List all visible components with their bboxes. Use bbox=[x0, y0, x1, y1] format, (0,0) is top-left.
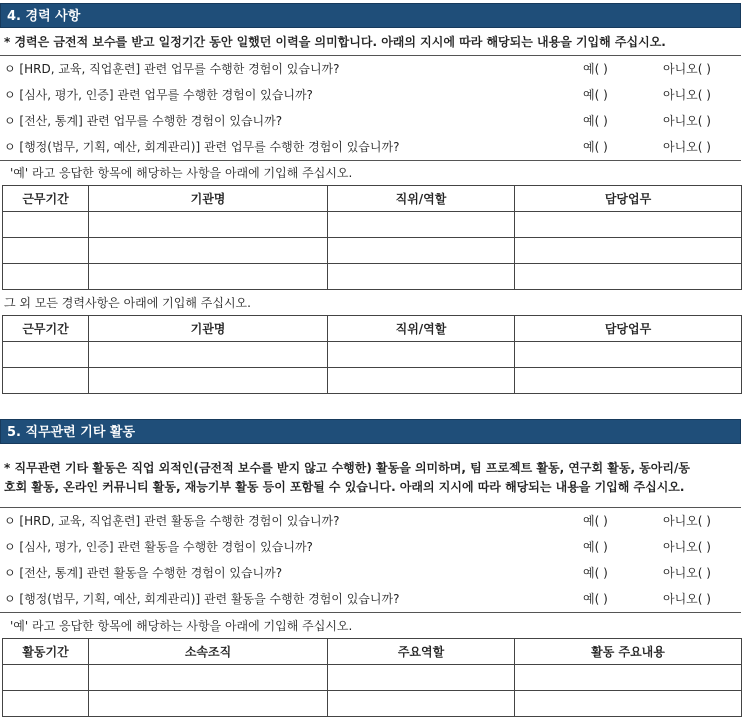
yes-checkbox[interactable]: 예( ) bbox=[583, 540, 608, 554]
activity-question bbox=[0, 586, 741, 612]
table-row bbox=[3, 342, 742, 368]
table-row bbox=[3, 665, 742, 691]
table-cell[interactable] bbox=[515, 238, 742, 264]
table-cell[interactable] bbox=[89, 238, 328, 264]
experience-question bbox=[0, 108, 741, 134]
no-checkbox[interactable]: 아니오( ) bbox=[663, 540, 711, 554]
question-text: ㅇ [전산, 통계] 관련 활동을 수행한 경험이 있습니까? bbox=[4, 566, 283, 580]
table-cell[interactable] bbox=[3, 238, 89, 264]
table-cell[interactable] bbox=[515, 342, 742, 368]
no-checkbox[interactable]: 아니오( ) bbox=[663, 114, 711, 128]
column-header: 주요역할 bbox=[328, 639, 515, 665]
question-text: ㅇ [심사, 평가, 인증] 관련 업무를 수행한 경험이 있습니까? bbox=[4, 88, 313, 102]
column-header: 직위/역할 bbox=[328, 316, 515, 342]
table-cell[interactable] bbox=[3, 264, 89, 290]
career-table bbox=[2, 185, 742, 290]
table-cell[interactable] bbox=[515, 665, 742, 691]
table-cell[interactable] bbox=[89, 264, 328, 290]
experience-question bbox=[0, 56, 741, 82]
table-cell[interactable] bbox=[3, 665, 89, 691]
table-row bbox=[3, 691, 742, 717]
divider bbox=[0, 160, 741, 161]
column-header: 담당업무 bbox=[515, 316, 742, 342]
activity-table bbox=[2, 638, 742, 717]
yes-checkbox[interactable]: 예( ) bbox=[583, 62, 608, 76]
section-5-header: 5. 직무관련 기타 활동 bbox=[0, 419, 741, 444]
table-cell[interactable] bbox=[515, 691, 742, 717]
table-instruction: '예' 라고 응답한 항목에 해당하는 사항을 아래에 기입해 주십시오. bbox=[10, 166, 353, 180]
table-cell[interactable] bbox=[89, 212, 328, 238]
divider bbox=[0, 612, 741, 613]
column-header: 기관명 bbox=[89, 186, 328, 212]
activity-question bbox=[0, 508, 741, 534]
no-checkbox[interactable]: 아니오( ) bbox=[663, 88, 711, 102]
table-cell[interactable] bbox=[3, 368, 89, 394]
table-cell[interactable] bbox=[3, 342, 89, 368]
experience-question bbox=[0, 82, 741, 108]
table-header-row bbox=[3, 186, 742, 212]
section-4-note: * 경력은 금전적 보수를 받고 일정기간 동안 일했던 이력을 의미합니다. 아래의 지시에 따라 해당되는 내용을 기입해 주십시오. bbox=[4, 35, 666, 49]
question-text: ㅇ [HRD, 교육, 직업훈련] 관련 활동을 수행한 경험이 있습니까? bbox=[4, 514, 340, 528]
table-cell[interactable] bbox=[89, 342, 328, 368]
table-cell[interactable] bbox=[515, 264, 742, 290]
question-text: ㅇ [전산, 통계] 관련 업무를 수행한 경험이 있습니까? bbox=[4, 114, 283, 128]
question-text: ㅇ [심사, 평가, 인증] 관련 활동을 수행한 경험이 있습니까? bbox=[4, 540, 313, 554]
section-5-note bbox=[0, 459, 741, 497]
table-cell[interactable] bbox=[89, 368, 328, 394]
no-checkbox[interactable]: 아니오( ) bbox=[663, 62, 711, 76]
yes-checkbox[interactable]: 예( ) bbox=[583, 592, 608, 606]
other-career-table bbox=[2, 315, 742, 394]
table-cell[interactable] bbox=[328, 665, 515, 691]
note-line: * 직무관련 기타 활동은 직업 외적인(금전적 보수를 받지 않고 수행한) 활동을 의미하며, 팀 프로젝트 활동, 연구회 활동, 동아리/동 bbox=[4, 461, 690, 475]
table-cell[interactable] bbox=[328, 691, 515, 717]
table-header-row bbox=[3, 316, 742, 342]
column-header: 활동기간 bbox=[3, 639, 89, 665]
yes-checkbox[interactable]: 예( ) bbox=[583, 566, 608, 580]
table-cell[interactable] bbox=[515, 212, 742, 238]
no-checkbox[interactable]: 아니오( ) bbox=[663, 140, 711, 154]
no-checkbox[interactable]: 아니오( ) bbox=[663, 592, 711, 606]
question-text: ㅇ [HRD, 교육, 직업훈련] 관련 업무를 수행한 경험이 있습니까? bbox=[4, 62, 340, 76]
activity-question bbox=[0, 560, 741, 586]
experience-question bbox=[0, 134, 741, 160]
column-header: 소속조직 bbox=[89, 639, 328, 665]
column-header: 직위/역할 bbox=[328, 186, 515, 212]
table-cell[interactable] bbox=[89, 691, 328, 717]
table-cell[interactable] bbox=[3, 691, 89, 717]
table-row bbox=[3, 212, 742, 238]
section-4-header: 4. 경력 사항 bbox=[0, 3, 741, 28]
yes-checkbox[interactable]: 예( ) bbox=[583, 114, 608, 128]
table-cell[interactable] bbox=[328, 264, 515, 290]
table-row bbox=[3, 238, 742, 264]
no-checkbox[interactable]: 아니오( ) bbox=[663, 514, 711, 528]
table-cell[interactable] bbox=[328, 342, 515, 368]
yes-checkbox[interactable]: 예( ) bbox=[583, 140, 608, 154]
table-row bbox=[3, 368, 742, 394]
column-header: 활동 주요내용 bbox=[515, 639, 742, 665]
question-text: ㅇ [행정(법무, 기획, 예산, 회계관리)] 관련 업무를 수행한 경험이 있습니까? bbox=[4, 140, 400, 154]
question-text: ㅇ [행정(법무, 기획, 예산, 회계관리)] 관련 활동을 수행한 경험이 있습니까? bbox=[4, 592, 400, 606]
column-header: 기관명 bbox=[89, 316, 328, 342]
table-cell[interactable] bbox=[515, 368, 742, 394]
no-checkbox[interactable]: 아니오( ) bbox=[663, 566, 711, 580]
table-header-row bbox=[3, 639, 742, 665]
table-cell[interactable] bbox=[328, 238, 515, 264]
table-cell[interactable] bbox=[3, 212, 89, 238]
column-header: 근무기간 bbox=[3, 186, 89, 212]
table-instruction: '예' 라고 응답한 항목에 해당하는 사항을 아래에 기입해 주십시오. bbox=[10, 619, 353, 633]
column-header: 담당업무 bbox=[515, 186, 742, 212]
note-line: 호회 활동, 온라인 커뮤니티 활동, 재능기부 활동 등이 포함될 수 있습니다. 아래의 지시에 따라 해당되는 내용을 기입해 주십시오. bbox=[4, 480, 685, 494]
table-instruction: 그 외 모든 경력사항은 아래에 기입해 주십시오. bbox=[4, 296, 251, 310]
table-cell[interactable] bbox=[89, 665, 328, 691]
table-row bbox=[3, 264, 742, 290]
table-cell[interactable] bbox=[328, 212, 515, 238]
yes-checkbox[interactable]: 예( ) bbox=[583, 88, 608, 102]
activity-question bbox=[0, 534, 741, 560]
table-cell[interactable] bbox=[328, 368, 515, 394]
yes-checkbox[interactable]: 예( ) bbox=[583, 514, 608, 528]
column-header: 근무기간 bbox=[3, 316, 89, 342]
